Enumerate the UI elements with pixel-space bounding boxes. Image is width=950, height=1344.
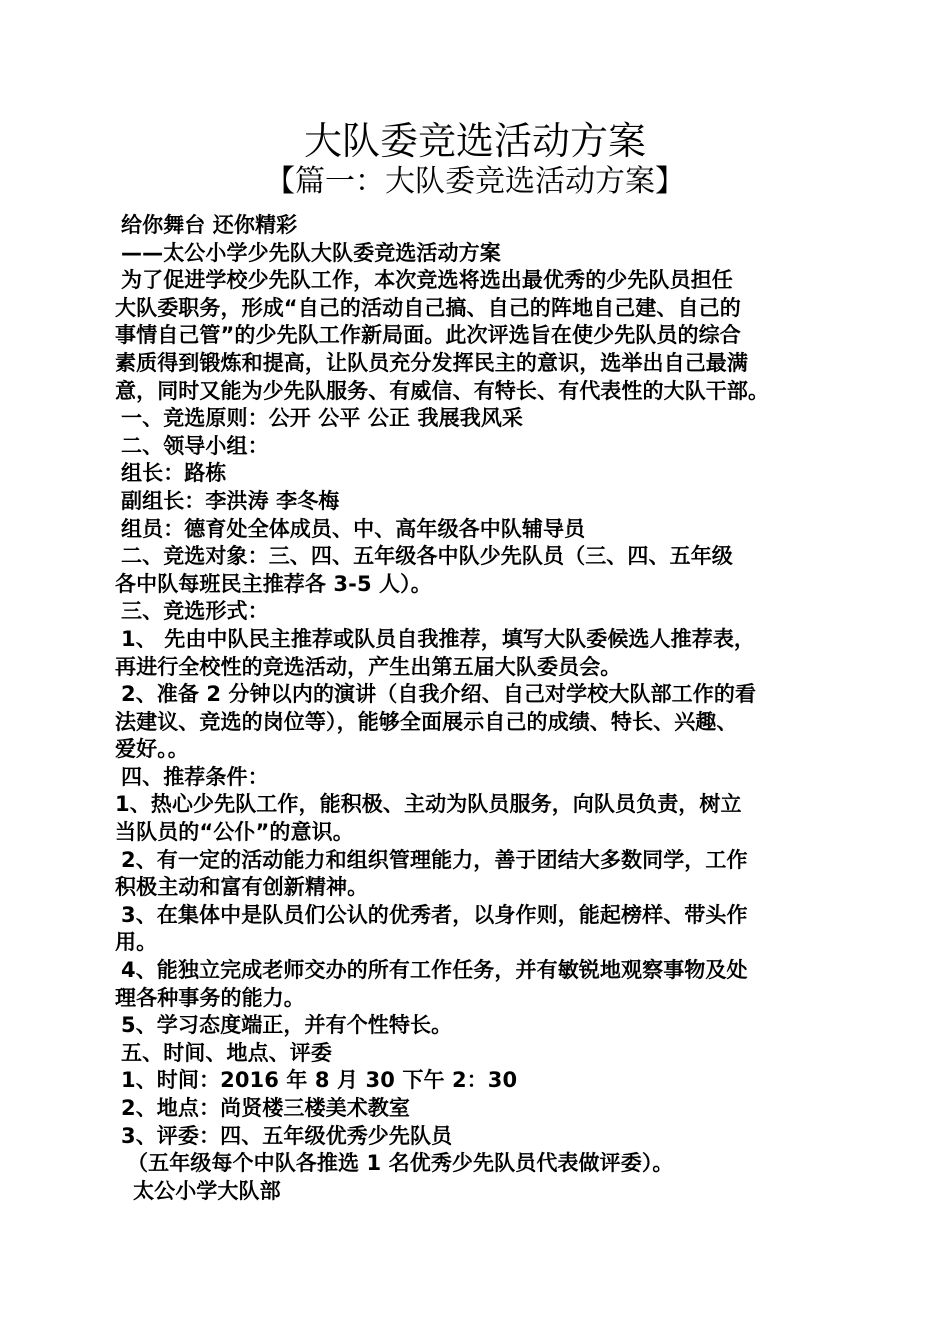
body-line: 理各种事务的能力。 — [115, 985, 305, 1010]
section-heading: 五、时间、地点、评委 — [121, 1040, 332, 1065]
body-line: 给你舞台 还你精彩 — [121, 213, 298, 237]
body-line: 当队员的“公仆”的意识。 — [115, 820, 354, 845]
section-heading: 二、领导小组： — [121, 433, 269, 458]
body-line: 为了促进学校少先队工作，本次竞选将选出最优秀的少先队员担任 — [121, 268, 733, 293]
document-title: 大队委竞选活动方案 — [303, 119, 646, 163]
body-line: 爱好。。 — [115, 737, 189, 762]
list-item: 1、 先由中队民主推荐或队员自我推荐，填写大队委候选人推荐表， — [121, 626, 756, 651]
document-subtitle: 【篇一：大队委竞选活动方案】 — [265, 164, 685, 199]
body-line: 再进行全校性的竞选活动，产生出第五届大队委员会。 — [115, 654, 622, 679]
section-heading: 二、竞选对象：三、四、五年级各中队少先队员（三、四、五年级 — [121, 544, 733, 569]
list-item: 1、热心少先队工作，能积极、主动为队员服务，向队员负责，树立 — [115, 792, 742, 817]
list-item: 3、在集体中是队员们公认的优秀者，以身作则，能起榜样、带头作 — [121, 902, 748, 927]
body-line: 事情自己管”的少先队工作新局面。此次评选旨在使少先队员的综合 — [115, 323, 741, 348]
body-line: 素质得到锻炼和提高，让队员充分发挥民主的意识，选举出自己最满 — [115, 350, 748, 375]
list-item: 3、评委：四、五年级优秀少先队员 — [121, 1123, 453, 1148]
body-line: 组员：德育处全体成员、中、高年级各中队辅导员 — [121, 516, 586, 541]
signature-line: 太公小学大队部 — [133, 1178, 281, 1203]
body-line: 大队委职务，形成“自己的活动自己搞、自己的阵地自己建、自己的 — [115, 295, 741, 320]
body-line: （五年级每个中队各推选 1 名优秀少先队员代表做评委）。 — [127, 1151, 674, 1176]
body-line: 用。 — [115, 930, 158, 955]
body-line: 法建议、竞选的岗位等），能够全面展示自己的成绩、特长、兴趣、 — [115, 709, 738, 734]
body-line: 组长：路栋 — [121, 461, 227, 486]
list-item: 5、学习态度端正，并有个性特长。 — [121, 1013, 453, 1038]
list-item: 2、准备 2 分钟以内的演讲（自我介绍、自己对学校大队部工作的看 — [121, 682, 757, 707]
list-item: 4、能独立完成老师交办的所有工作任务，并有敏锐地观察事物及处 — [121, 958, 748, 983]
list-item: 2、地点：尚贤楼三楼美术教室 — [121, 1096, 411, 1120]
list-item: 2、有一定的活动能力和组织管理能力，善于团结大多数同学，工作 — [121, 847, 748, 872]
body-line: 意，同时又能为少先队服务、有威信、有特长、有代表性的大队干部。 — [115, 378, 770, 403]
document-body — [115, 212, 855, 1205]
list-item: 1、时间：2016 年 8 月 30 下午 2：30 — [121, 1068, 518, 1093]
section-heading: 四、推荐条件： — [121, 764, 269, 789]
body-line: 各中队每班民主推荐各 3-5 人）。 — [115, 571, 432, 596]
section-heading: 一、竞选原则：公开 公平 公正 我展我风采 — [121, 406, 524, 431]
body-line: 副组长：李洪涛 李冬梅 — [121, 488, 340, 513]
section-heading: 三、竞选形式： — [121, 599, 269, 624]
body-line: ——太公小学少先队大队委竞选活动方案 — [121, 240, 501, 265]
body-line: 积极主动和富有创新精神。 — [115, 875, 369, 900]
